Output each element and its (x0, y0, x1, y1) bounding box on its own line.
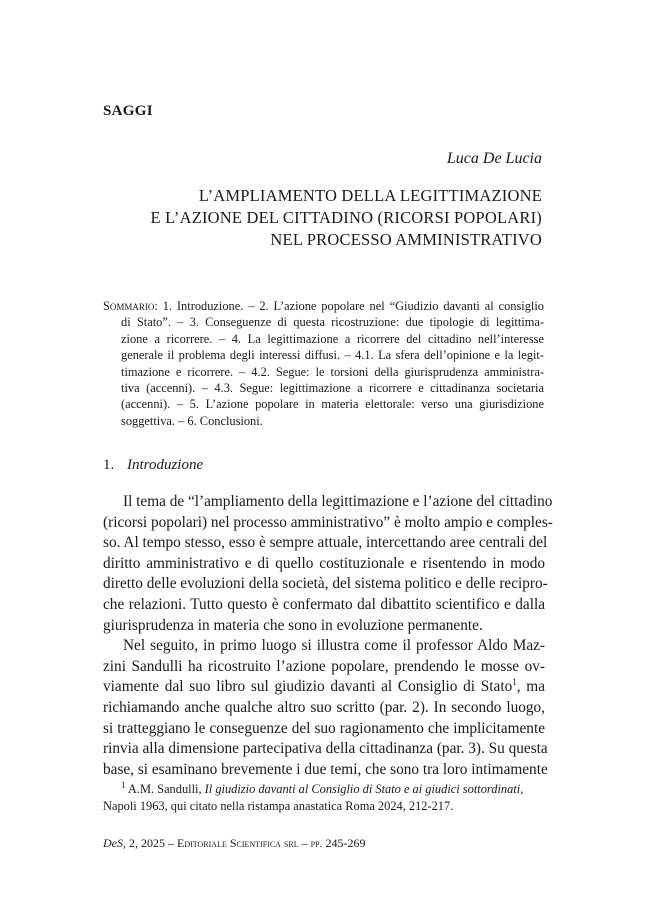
footnote-line: Napoli 1963, qui citato nella ristampa anastatica Roma 2024, 212-217. (103, 799, 454, 813)
body-line: zini Sandulli ha ricostruito l’azione popolare, prendendo le mosse ov- (103, 657, 545, 675)
body-line: Il tema de “l’ampliamento della legittimazione e l’azione del cittadino (123, 493, 553, 510)
summary-line: Sommario: 1. Introduzione. – 2. L’azione popolare nel “Giudizio davanti al consiglio (103, 299, 544, 313)
page-footer (103, 836, 366, 851)
section-number: 1. (103, 457, 115, 473)
summary (103, 298, 544, 429)
journal-name: DeS (103, 836, 123, 850)
footnote-title: Il giudizio davanti al Consiglio di Stato e ai giudici sottordinati (204, 782, 521, 796)
body-line: so. Al tempo stesso, esso è sempre attuale, intercettando aree centrali del (103, 534, 548, 552)
body-line: base, si esaminano brevemente i due temi, che sono tra loro intimamente (103, 760, 548, 778)
body-line: diritto amministrativo e di quello costituzionale e risentendo in modo (103, 554, 545, 572)
summary-label: Sommario: (103, 299, 158, 313)
summary-line: tiva (accenni). – 4.3. Segue: legittimazione a ricorrere e cittadinanza societaria (121, 381, 544, 396)
body-line: diretto delle evoluzioni della società, del sistema politico e delle recipro- (103, 575, 548, 593)
footer-info: , 2, 2025 – Editoriale Scientifica srl – pp. 245-269 (123, 836, 366, 850)
summary-line: generale il problema degli interessi diffusi. – 4.1. La sfera dell’opinione e la legit- (121, 348, 544, 363)
section-label: SAGGI (103, 103, 153, 119)
body-line: richiamando anche qualche altro suo scritto (par. 2). In secondo luogo, (103, 698, 545, 716)
section-title: Introduzione (127, 457, 204, 473)
footnote (103, 781, 545, 815)
body-line: rinvia alla dimensione partecipativa della cittadinanza (par. 3). Su questa (103, 740, 548, 758)
body-line: viamente dal suo libro sul giudizio davanti al Consiglio di Stato$^1$, ma (103, 677, 545, 696)
body-line: (ricorsi popolari) nel processo amministrativo” è molto ampio e comples- (103, 513, 553, 531)
summary-line: (accenni). – 5. L’azione popolare in materia elettorale: verso una giurisdizione (121, 397, 544, 412)
summary-line: soggettiva. – 6. Conclusioni. (121, 413, 263, 428)
author-name: Luca De Lucia (446, 150, 542, 167)
body-line: Nel seguito, in primo luogo si illustra come il professor Aldo Maz- (123, 637, 545, 655)
footnote-author: A.M. Sandulli, (125, 782, 205, 796)
body-line: giurisprudenza in materia che sono in evoluzione permanente. (103, 616, 483, 634)
body-line: si tratteggiano le conseguenze del suo ragionamento che implicitamente (103, 719, 545, 737)
summary-line: di Stato”. – 3. Conseguenze di questa ricostruzione: due tipologie di legittima- (121, 315, 544, 330)
section-heading (103, 457, 203, 474)
article-title (82, 185, 542, 251)
footnote-mark: 1 (121, 779, 126, 790)
footnote-line: $^1$ A.M. Sandulli, Il giudizio davanti al Consiglio di Stato e ai giudici sottordinati, (121, 779, 524, 796)
footnote-ref[interactable]: 1 (512, 677, 517, 688)
body-text (103, 492, 553, 780)
summary-line: timazione e ricorrere. – 4.2. Segue: le torsioni della giurisprudenza amministra- (121, 364, 544, 379)
title-line: NEL PROCESSO AMMINISTRATIVO (270, 230, 542, 249)
summary-line: zione a ricorrere. – 4. La legittimazione a ricorrere del cittadino nell’interesse (121, 331, 544, 346)
body-line: che relazioni. Tutto questo è confermato dal dibattito scientifico e dalla (103, 595, 545, 613)
title-line: E L’AZIONE DEL CITTADINO (RICORSI POPOLARI) (150, 208, 542, 227)
title-line: L’AMPLIAMENTO DELLA LEGITTIMAZIONE (198, 186, 542, 205)
